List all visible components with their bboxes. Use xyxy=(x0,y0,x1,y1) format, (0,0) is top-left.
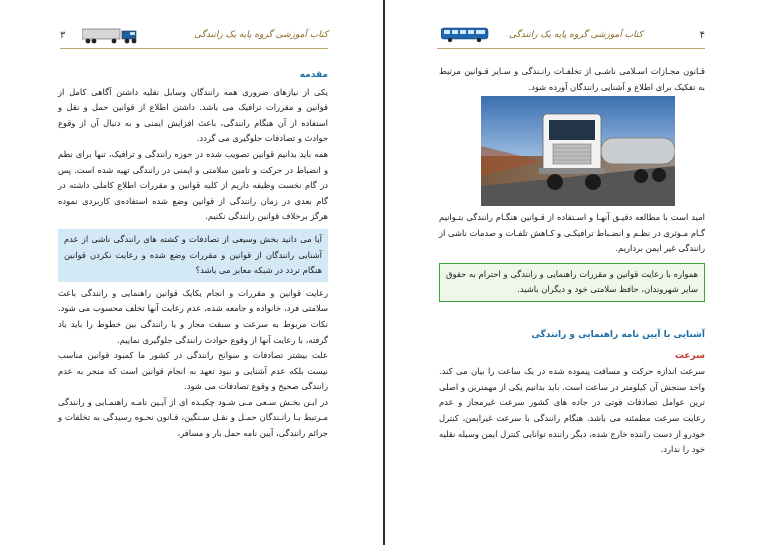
paragraph: امید است با مطالعه دقیـق آنهـا و اسـتفاده از قـوانین هنگـام رانندگی بتـوانیم گـام مـوثری در نظـم و انضـباط ترافیکـی و کـاهش تلفـات و صدمات ناشی از رانندگی غیر ایمن برداریم. xyxy=(439,212,705,254)
header-rule xyxy=(60,48,328,49)
paragraph: همه باید بدانیم قوانین تصویب شده در حوزه رانندگی و ترافیک، تنها برای نظم و انضباط در حرکت و تامین سلامتی و ایمنی در رانندگی تهیه شده است. پس در گام نخست وظیفه داریم از کلیه قوانین و مقررات اطلاع کاملی داشته در گام بعدی در زمان رانندگی از قوانین وضع شده استفاده‌ی کاربردی نموده هرگز برخلاف قوانین رانندگی نکنیم. xyxy=(58,148,328,222)
page-number: ۳ xyxy=(60,29,66,41)
paragraph: یکی از نیازهای ضروری همه رانندگان وسایل نقلیه داشتن آگاهی کامل از قوانین و مقررات ترافیک می باشد. داشتن اطلاع از قوانین حمل و نقل و استفاده از آن هنگام رانندگی، باعث افزایش ایمنی و به دنبال آن از وقوع حوادث و تصادفات جلوگیری می گردد. xyxy=(58,86,328,144)
paragraph: قـانون مجـازات اسـلامی ناشـی از تخلفـات رانـندگی و سـایر قـوانین مرتبط به تفکیک برای اطلاع و آشنایی رانندگان آورده شود. xyxy=(439,66,705,92)
paragraph: در ایـن بخـش سـعی مـی شـود چکیـده ای از آیـین نامـه راهنمـایی و رانندگی مـرتبط بـا رانـندگان حمـل و نقـل سـنگین، قـانون نحـوه رسیدگی به تخلفات و جرائم رانندگی، آیین نامه حمل بار و مسافر، xyxy=(58,396,328,439)
subheading: سرعت xyxy=(674,350,705,361)
header-title: کتاب آموزشی گروه پایه یک رانندگی xyxy=(509,30,643,40)
did-you-know-box: آیا می دانید بخش وسیعی از تصادفات و کشته های رانندگی ناشی از عدم آشنایی رانندگان از قوانین و مقررات وضع شده و رعایت نکردن قوانین هنگام تردد در شبکه معابر می باشد؟ xyxy=(58,229,328,282)
left-page xyxy=(0,0,383,545)
paragraph: رعایت قوانین و مقررات و انجام یکایک قوانین راهنمایی و رانندگی باعث سلامتی فرد، خانواده و جامعه شده، عدم رعایت آنها تخلف محسوب می شود. نکات مربوط به سرعت و سبقت مجاز و یا رانندگی بین خطوط را باید یاد گرفته، با رعایت آنها از وقوع حوادث رانندگی جلوگیری نماییم. xyxy=(58,287,328,345)
tip-box: همواره با رعایت قوانین و مقررات راهنمایی و رانندگی و احترام به حقوق سایر شهروندان، حافظ سلامتی خود و دیگران باشید. xyxy=(439,263,705,302)
tractor-trailer-icon xyxy=(82,27,140,45)
page-number: ۴ xyxy=(699,29,705,41)
right-page-top-text xyxy=(439,64,705,95)
truck-photo xyxy=(481,96,675,206)
section-title: مقدمه xyxy=(299,70,328,80)
paragraph: سرعت اندازه حرکت و مسافت پیموده شده در یک ساعت را بیان می کند. واحد سنجش آن کیلومتر در ساعت است. باید بدانیم یکی از مهمترین و اصلی ترین عوامل تصادفات فوتی در جاده های کشور سرعت غیرمجاز و عدم رعایت سرعت مطمئنه می باشد. هنگام رانندگی با سرعت غیرایمن، کنترل خودرو از دست راننده خارج شده، دیگر راننده توانایی کنترل ایمن وسیله نقلیه خود را ندارد. xyxy=(439,366,705,455)
right-page-body xyxy=(439,210,705,458)
header-rule xyxy=(437,48,705,49)
section-heading: آشنایی با آیین نامه راهنمایی و رانندگی xyxy=(531,329,705,340)
bus-icon xyxy=(441,27,489,43)
paragraph: علت بیشتر تصادفات و سوانح رانندگی در کشور ما کمبود قوانین مناسب نیست بلکه عدم آشنایی و نبود تعهد به انجام قوانین است که منجر به عدم رانندگی صحیح و وقوع تصادفات می شود. xyxy=(58,350,328,392)
left-page-body xyxy=(58,68,328,442)
right-page xyxy=(385,0,768,545)
header-title: کتاب آموزشی گروه پایه یک رانندگی xyxy=(194,30,328,40)
left-page-header xyxy=(60,22,328,48)
right-page-header xyxy=(437,22,705,48)
